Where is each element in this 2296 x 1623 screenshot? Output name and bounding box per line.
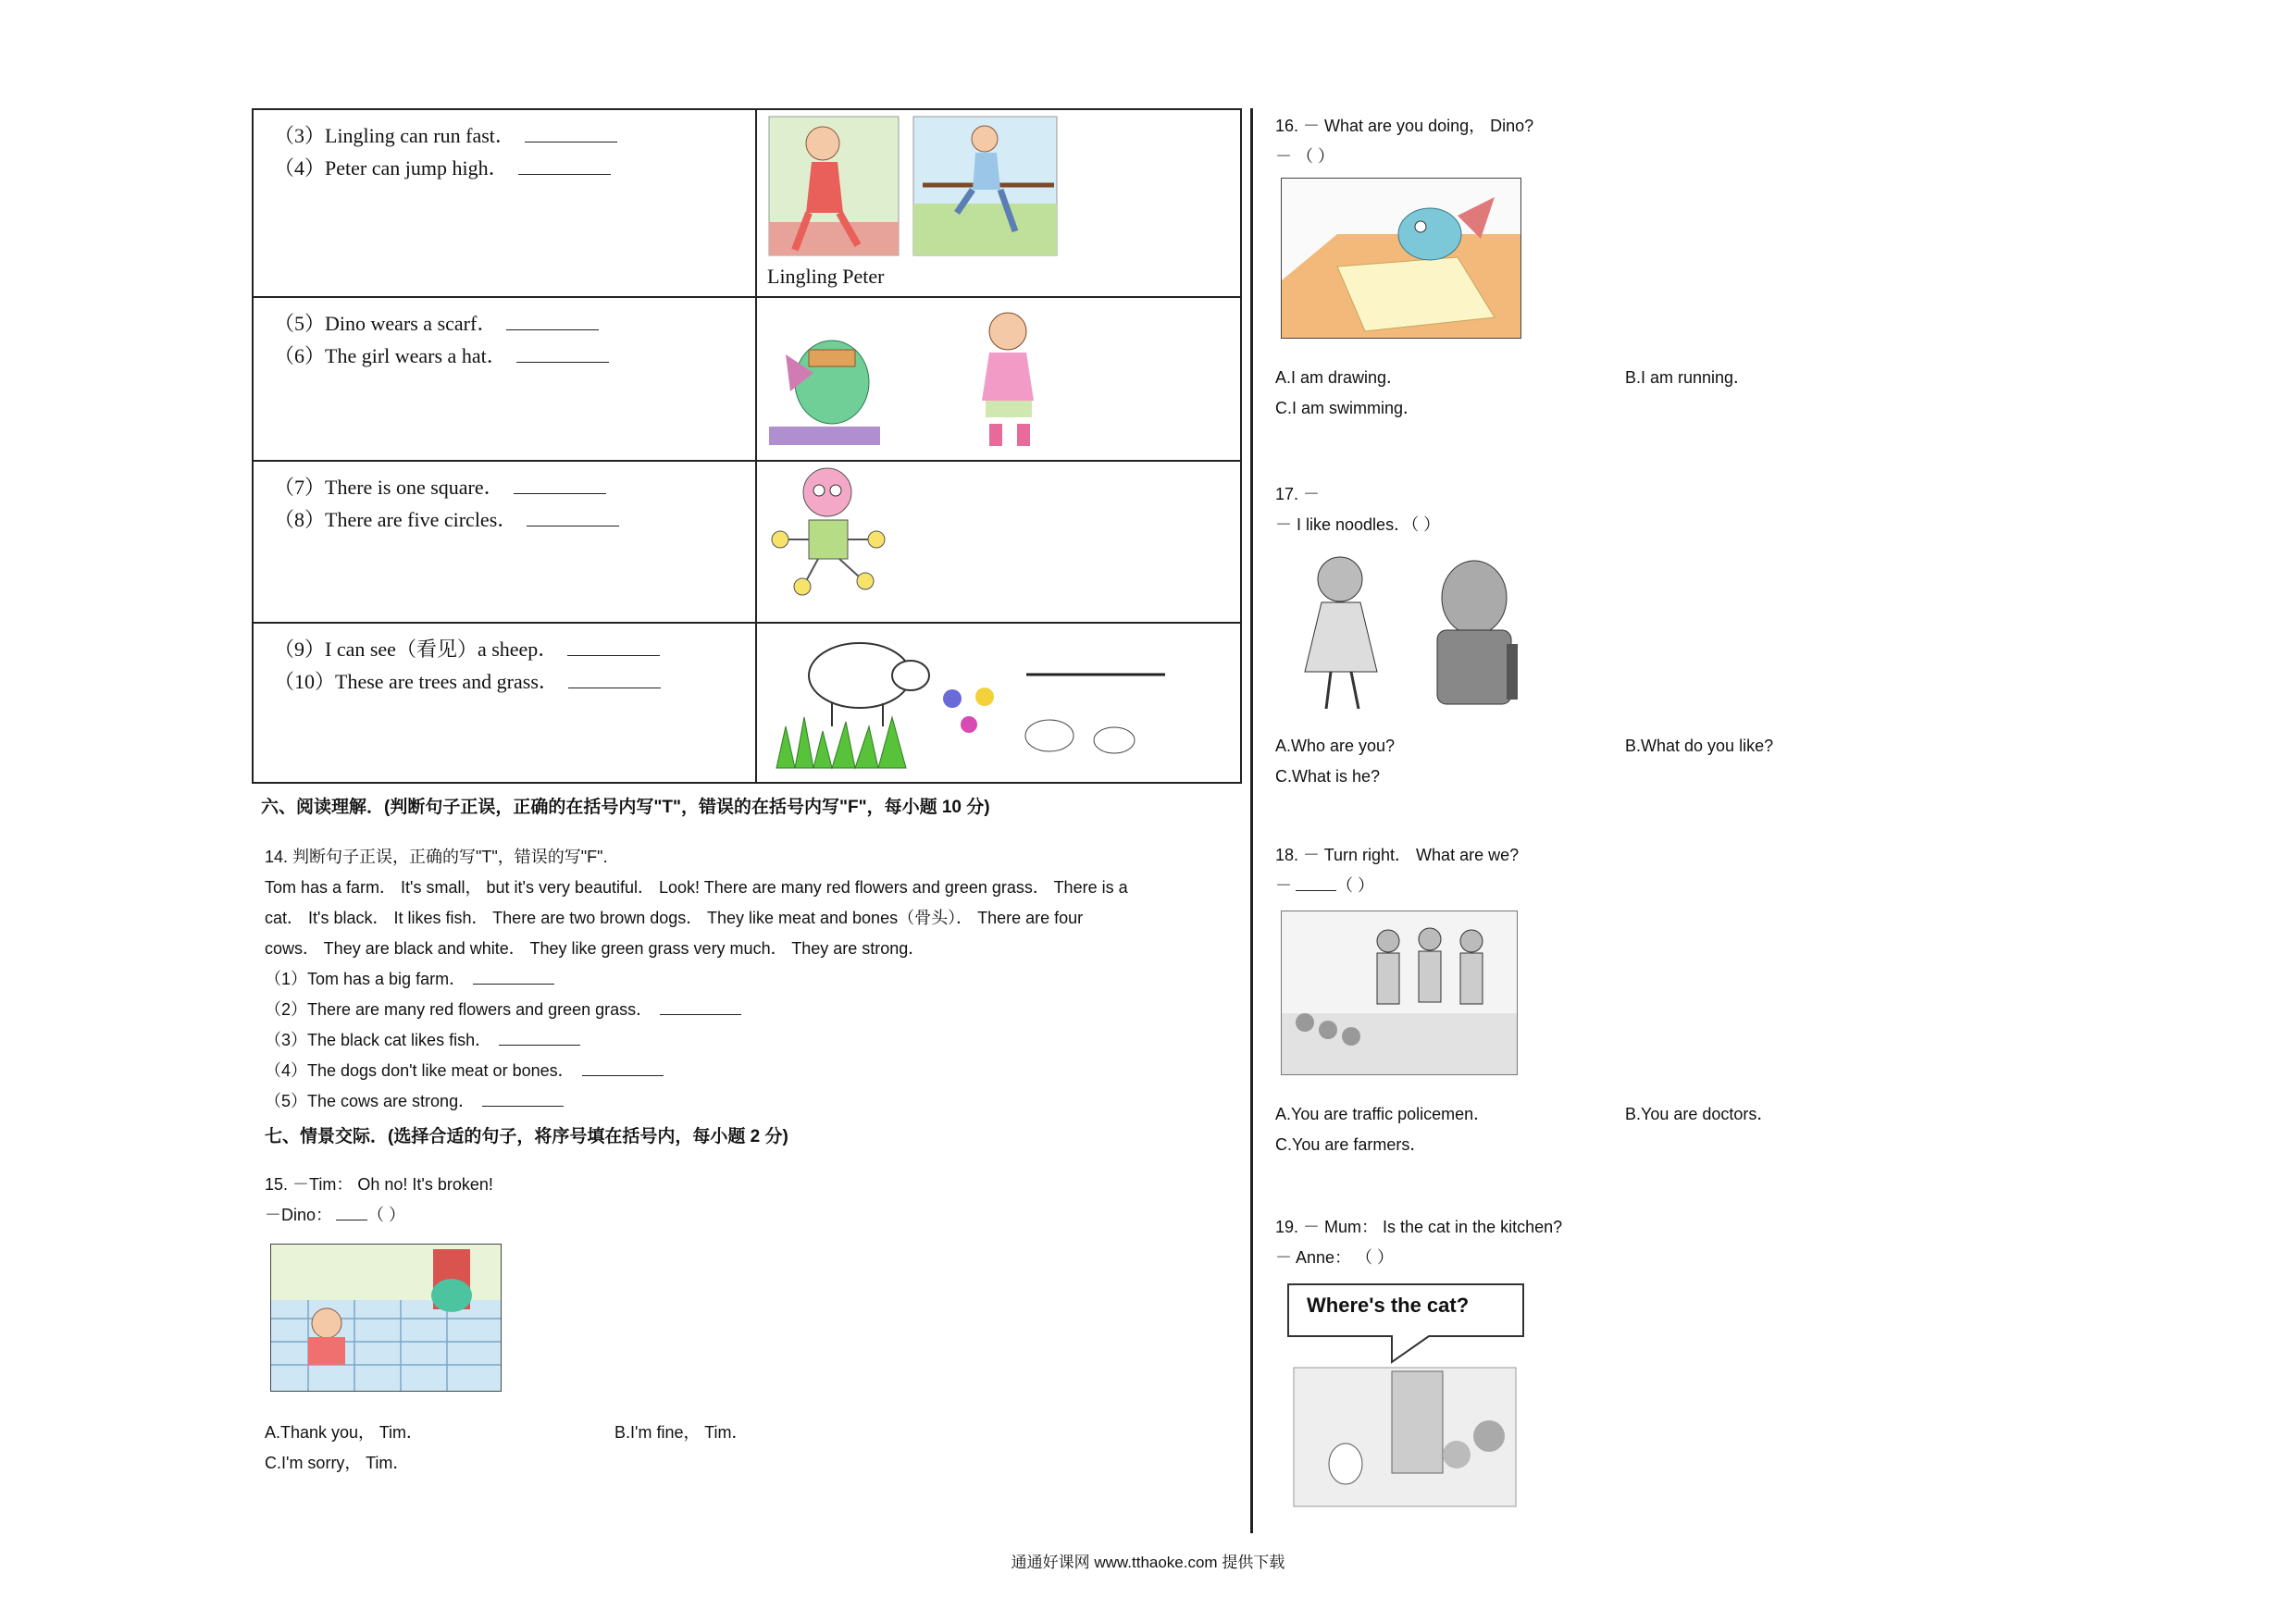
- q16-line1: 16. － What are you doing， Dino?: [1275, 117, 1534, 135]
- q17-line2: － I like noodles．（ ）: [1275, 515, 1441, 534]
- q18-line2: [1275, 871, 2247, 901]
- answer-blank[interactable]: [482, 1106, 564, 1107]
- option-a[interactable]: A.You are traffic policemen．: [1275, 1105, 1491, 1123]
- matching-cell-picture: [756, 297, 1241, 461]
- judgement-item: [265, 995, 1242, 1025]
- q16-block: [1275, 111, 2247, 424]
- dash-label: －: [1275, 876, 1292, 895]
- item-text: （2）There are many red flowers and green grass．: [265, 1000, 653, 1019]
- matching-line: （6）The girl wears a hat．: [274, 344, 507, 367]
- answer-blank[interactable]: [506, 315, 599, 330]
- q17-picture: [1275, 542, 1544, 718]
- right-column: [1275, 111, 2247, 1510]
- option-c[interactable]: C.You are farmers．: [1275, 1135, 1427, 1154]
- q18-options-row1: [1275, 1099, 2247, 1130]
- q18-block: [1275, 840, 2247, 1160]
- matching-cell-text: [253, 623, 756, 783]
- matching-cell-picture: [756, 461, 1241, 623]
- dino-girl-illustration: [758, 299, 1239, 454]
- q19-line2: － Anne： （ ）: [1275, 1248, 1395, 1267]
- passage-line: cat． It's black． It likes fish． There are two brown dogs． They like meat and bones（骨头）． There are four: [265, 909, 1084, 927]
- q17-options-row2: [1275, 762, 2247, 792]
- answer-blank[interactable]: [525, 127, 617, 142]
- table-row: [253, 109, 1241, 297]
- q18-line1: 18. － Turn right． What are we?: [1275, 846, 1520, 864]
- noodles-illustration: [1275, 542, 1544, 718]
- answer-blank[interactable]: [582, 1075, 664, 1076]
- passage-line: Tom has a farm． It's small， but it's very beautiful． Look! There are many red flowers and green grass． There is a: [265, 878, 1128, 897]
- q18-options-row2: [1275, 1130, 2247, 1160]
- matching-cell-text: [253, 461, 756, 623]
- answer-blank[interactable]: [568, 673, 661, 688]
- judgement-item: [265, 1056, 1242, 1086]
- speech-bubble-text: Where's the cat?: [1307, 1294, 1470, 1317]
- left-column: [252, 108, 1242, 1479]
- section7-title: 七、情景交际．(选择合适的句子，将序号填在括号内，每小题 2 分): [265, 1127, 788, 1146]
- q16-picture: [1281, 178, 1521, 339]
- option-c[interactable]: C.I am swimming．: [1275, 399, 1421, 417]
- q15-line2: [265, 1200, 1242, 1231]
- broken-vase-illustration: [271, 1245, 501, 1391]
- matching-line: （9）I can see（看见）a sheep．: [274, 638, 559, 661]
- option-b[interactable]: B.You are doctors．: [1625, 1105, 1774, 1123]
- table-row: [253, 461, 1241, 623]
- q15-options-row2: [265, 1448, 1242, 1479]
- q16-options-row1: [1275, 363, 2247, 393]
- crossing-road-illustration: [1282, 911, 1517, 1074]
- item-text: （4）The dogs don't like meat or bones．: [265, 1061, 575, 1080]
- q19-line1: 19. － Mum： Is the cat in the kitchen?: [1275, 1218, 1563, 1236]
- answer-blank[interactable]: [660, 1014, 741, 1015]
- item-text: （5）The cows are strong．: [265, 1092, 476, 1110]
- column-divider: [1250, 108, 1253, 1533]
- page-footer: 通通好课网 www.tthaoke.com 提供下载: [1011, 1554, 1285, 1571]
- answer-paren[interactable]: （ ）: [1336, 876, 1375, 895]
- answer-blank[interactable]: [499, 1045, 580, 1046]
- matching-cell-picture: [756, 109, 1241, 297]
- q18-picture: [1281, 911, 1518, 1075]
- judgement-item: [265, 964, 1242, 995]
- matching-cell-text: [253, 297, 756, 461]
- reading-section: [265, 842, 1242, 1117]
- q15-picture: [270, 1244, 502, 1392]
- shapes-robot-illustration: [758, 463, 1239, 616]
- option-c[interactable]: C.I'm sorry， Tim．: [265, 1454, 410, 1472]
- answer-blank[interactable]: [514, 478, 606, 494]
- q16-line2: － （ ）: [1275, 147, 1335, 166]
- option-a[interactable]: A.I am drawing．: [1275, 368, 1404, 387]
- q15-line1: 15. －Tim： Oh no! It's broken!: [265, 1175, 493, 1194]
- answer-blank[interactable]: [473, 984, 554, 985]
- q15-options-row1: [265, 1418, 1242, 1448]
- matching-line: （7）There is one square．: [274, 476, 504, 499]
- matching-line: （3）Lingling can run fast．: [274, 124, 515, 147]
- matching-line: （8）There are five circles．: [274, 508, 518, 531]
- q17-block: [1275, 479, 2247, 792]
- item-text: （1）Tom has a big farm．: [265, 970, 466, 988]
- answer-blank[interactable]: [567, 640, 660, 656]
- dino-drawing-illustration: [1282, 179, 1520, 338]
- table-row: [253, 297, 1241, 461]
- matching-line: （5）Dino wears a scarf．: [274, 312, 498, 335]
- matching-cell-text: [253, 109, 756, 297]
- q14-heading: 14. 判断句子正误，正确的写"T"，错误的写"F".: [265, 848, 608, 866]
- option-b[interactable]: B.I'm fine， Tim．: [614, 1423, 749, 1442]
- option-a[interactable]: A.Who are you?: [1275, 737, 1396, 755]
- q17-options-row1: [1275, 731, 2247, 762]
- option-c[interactable]: C.What is he?: [1275, 767, 1381, 786]
- table-row: [253, 623, 1241, 783]
- speaker-label: －Dino：: [265, 1206, 333, 1224]
- judgement-item: [265, 1025, 1242, 1056]
- q19-block: [1275, 1212, 2247, 1510]
- answer-blank[interactable]: [1296, 890, 1336, 891]
- matching-line: （4）Peter can jump high．: [274, 156, 509, 180]
- section6-title: 六、阅读理解．(判断句子正误，正确的在括号内写"T"，错误的在括号内写"F"，每小题 10 分): [261, 798, 990, 817]
- run-jump-illustration: [758, 111, 1239, 291]
- option-b[interactable]: B.I am running．: [1625, 368, 1751, 387]
- q15-block: [265, 1170, 1242, 1479]
- matching-table: [252, 108, 1242, 784]
- matching-cell-picture: [756, 623, 1241, 783]
- option-b[interactable]: B.What do you like?: [1625, 737, 1774, 755]
- answer-blank[interactable]: [518, 159, 611, 175]
- judgement-item: [265, 1086, 1242, 1117]
- picture-caption: Lingling Peter: [767, 265, 885, 288]
- passage-line: cows． They are black and white． They like green grass very much． They are strong．: [265, 939, 925, 958]
- answer-blank[interactable]: [527, 511, 619, 527]
- answer-paren[interactable]: （ ）: [367, 1206, 406, 1224]
- q19-picture: [1281, 1279, 1531, 1510]
- option-a[interactable]: A.Thank you， Tim．: [265, 1423, 424, 1442]
- q16-options-row2: [1275, 393, 2247, 424]
- answer-blank[interactable]: [516, 347, 609, 363]
- matching-line: （10）These are trees and grass．: [274, 670, 559, 693]
- sheep-grass-illustration: [758, 625, 1239, 776]
- q17-line1: 17. －: [1275, 485, 1321, 503]
- item-text: （3）The black cat likes fish．: [265, 1031, 492, 1049]
